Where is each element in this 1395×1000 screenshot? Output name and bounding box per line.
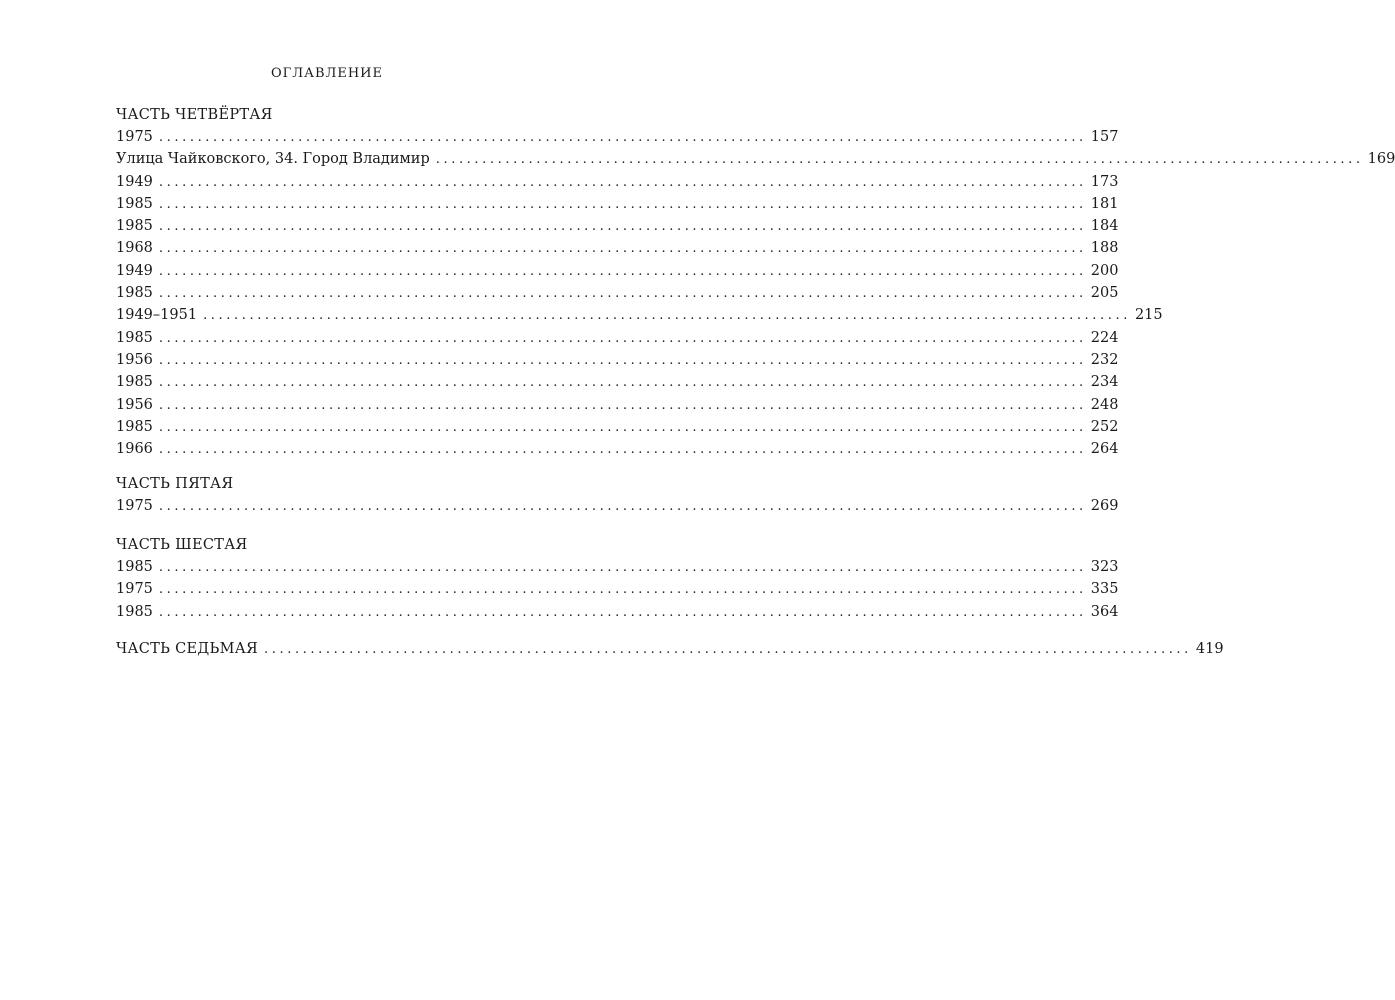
toc-entry[interactable]: [116, 601, 1119, 623]
toc-entry[interactable]: [116, 126, 1119, 148]
toc-entry[interactable]: [116, 638, 1224, 660]
page-number: 188: [1090, 240, 1119, 257]
part-title: ЧАСТЬ ШЕСТАЯ: [116, 537, 248, 553]
leader-dots: ........................................................................................................................: [158, 604, 1087, 620]
entry-label: 1949: [116, 173, 153, 190]
toc-entry[interactable]: [116, 578, 1119, 600]
toc-entry[interactable]: [116, 171, 1119, 193]
toc-entry[interactable]: [116, 215, 1119, 237]
leader-dots: ........................................................................................................................: [264, 642, 1192, 657]
leader-dots: ........................................................................................................................: [158, 130, 1087, 145]
toc-entry[interactable]: [116, 438, 1119, 460]
page-number: 264: [1090, 441, 1119, 458]
leader-dots: ........................................................................................................................: [158, 419, 1087, 435]
leader-dots: ........................................................................................................................: [158, 499, 1087, 514]
entry-label: Улица Чайковского, 34. Город Владимир: [116, 151, 430, 168]
toc-entry[interactable]: [116, 260, 1119, 282]
page-number: 157: [1090, 129, 1119, 145]
entry-label: 1975: [116, 129, 153, 145]
leader-dots: ........................................................................................................................: [158, 352, 1087, 368]
toc-entry[interactable]: [116, 394, 1119, 416]
entry-label: 1956: [116, 351, 153, 368]
part-five: [116, 473, 1119, 517]
page-number: 248: [1090, 396, 1119, 413]
page-number: 323: [1090, 559, 1119, 575]
toc-entry[interactable]: [116, 495, 1119, 517]
entry-label: 1975: [116, 581, 153, 598]
entry-label: 1985: [116, 329, 153, 346]
page-number: 252: [1090, 418, 1119, 435]
entry-label: 1966: [116, 441, 153, 458]
toc-entry[interactable]: [116, 556, 1119, 578]
entry-label: 1949: [116, 262, 153, 279]
toc-entry[interactable]: [116, 349, 1119, 371]
part-title: ЧАСТЬ ПЯТАЯ: [116, 476, 234, 492]
entry-label: 1985: [116, 418, 153, 435]
entry-label: 1985: [116, 374, 153, 391]
toc-entry[interactable]: [116, 148, 1395, 170]
leader-dots: ........................................................................................................................: [158, 582, 1087, 598]
entry-label: 1985: [116, 603, 153, 620]
page-number: 205: [1090, 285, 1119, 302]
entry-label: 1949–1951: [116, 307, 198, 324]
entry-label: 1956: [116, 396, 153, 413]
page-number: 215: [1134, 307, 1163, 324]
entry-label: 1985: [116, 285, 153, 302]
leader-dots: ........................................................................................................................: [158, 241, 1087, 257]
leader-dots: ........................................................................................................................: [158, 442, 1087, 458]
toc-entry[interactable]: [116, 416, 1119, 438]
toc-entry[interactable]: [116, 237, 1119, 259]
toc-entry[interactable]: [116, 371, 1119, 393]
leader-dots: ........................................................................................................................: [158, 397, 1087, 413]
leader-dots: ........................................................................................................................: [158, 330, 1087, 346]
toc-heading: ОГЛАВЛЕНИЕ: [270, 66, 383, 81]
entry-label: 1985: [116, 559, 153, 575]
leader-dots: ........................................................................................................................: [435, 152, 1364, 168]
leader-dots: ........................................................................................................................: [158, 286, 1087, 302]
page-number: 364: [1090, 603, 1119, 620]
part-four: [116, 104, 1395, 460]
part-six: [116, 534, 1119, 623]
page-number: 419: [1195, 641, 1224, 657]
toc-entry[interactable]: [116, 193, 1119, 215]
page-number: 173: [1090, 173, 1119, 190]
leader-dots: ........................................................................................................................: [158, 263, 1087, 279]
leader-dots: ........................................................................................................................: [158, 219, 1087, 235]
page-number: 169: [1367, 151, 1395, 168]
leader-dots: ........................................................................................................................: [158, 375, 1087, 391]
entry-label: 1985: [116, 195, 153, 212]
page-number: 232: [1090, 351, 1119, 368]
page-number: 234: [1090, 374, 1119, 391]
page-number: 200: [1090, 262, 1119, 279]
page-number: 181: [1090, 195, 1119, 212]
toc-entry[interactable]: [116, 327, 1119, 349]
leader-dots: ........................................................................................................................: [158, 174, 1087, 190]
page-number: 335: [1090, 581, 1119, 598]
leader-dots: ........................................................................................................................: [158, 196, 1087, 212]
toc-entry[interactable]: [116, 282, 1119, 304]
toc-entry[interactable]: [116, 304, 1163, 326]
part-title: ЧАСТЬ ЧЕТВЁРТАЯ: [116, 107, 273, 123]
leader-dots: ........................................................................................................................: [158, 560, 1087, 575]
part-title: ЧАСТЬ СЕДЬМАЯ: [116, 641, 259, 657]
page-number: 269: [1090, 498, 1119, 514]
entry-label: 1975: [116, 498, 153, 514]
part-seven: [116, 638, 1224, 660]
page-number: 224: [1090, 329, 1119, 346]
entry-label: 1985: [116, 218, 153, 235]
leader-dots: ........................................................................................................................: [203, 308, 1131, 324]
entry-label: 1968: [116, 240, 153, 257]
page-number: 184: [1090, 218, 1119, 235]
